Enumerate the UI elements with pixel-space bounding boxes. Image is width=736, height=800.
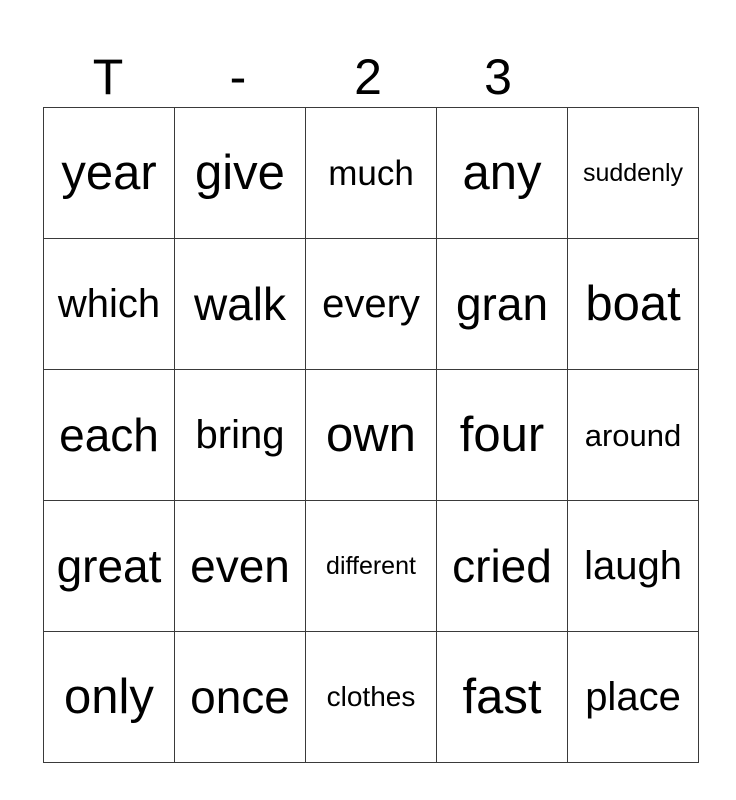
bingo-cell[interactable]: gran — [437, 239, 568, 370]
bingo-cell[interactable]: fast — [437, 632, 568, 763]
bingo-cell[interactable]: every — [306, 239, 437, 370]
bingo-cell[interactable]: four — [437, 370, 568, 501]
bingo-cell[interactable]: walk — [175, 239, 306, 370]
bingo-cell[interactable]: year — [44, 108, 175, 239]
header-letter-4: 3 — [484, 49, 512, 105]
header-letter-3: 2 — [354, 49, 382, 105]
bingo-cell[interactable]: suddenly — [568, 108, 699, 239]
board-row-3 — [44, 370, 699, 501]
bingo-cell[interactable]: bring — [175, 370, 306, 501]
header-letter-1: T — [92, 49, 124, 105]
bingo-cell[interactable]: much — [306, 108, 437, 239]
bingo-cell[interactable]: cried — [437, 501, 568, 632]
bingo-header — [43, 48, 693, 106]
bingo-cell[interactable]: only — [44, 632, 175, 763]
bingo-cell[interactable]: own — [306, 370, 437, 501]
bingo-cell[interactable]: even — [175, 501, 306, 632]
bingo-cell[interactable]: place — [568, 632, 699, 763]
bingo-cell[interactable]: clothes — [306, 632, 437, 763]
bingo-cell[interactable]: each — [44, 370, 175, 501]
bingo-cell[interactable]: laugh — [568, 501, 699, 632]
bingo-cell[interactable]: great — [44, 501, 175, 632]
board-row-4 — [44, 501, 699, 632]
bingo-cell[interactable]: give — [175, 108, 306, 239]
bingo-cell[interactable]: different — [306, 501, 437, 632]
bingo-cell[interactable]: around — [568, 370, 699, 501]
bingo-board — [43, 107, 699, 763]
bingo-cell[interactable]: boat — [568, 239, 699, 370]
board-row-2 — [44, 239, 699, 370]
board-row-1 — [44, 108, 699, 239]
board-row-5 — [44, 632, 699, 763]
bingo-cell[interactable]: which — [44, 239, 175, 370]
bingo-cell[interactable]: any — [437, 108, 568, 239]
header-letter-2: - — [229, 49, 247, 105]
bingo-cell[interactable]: once — [175, 632, 306, 763]
